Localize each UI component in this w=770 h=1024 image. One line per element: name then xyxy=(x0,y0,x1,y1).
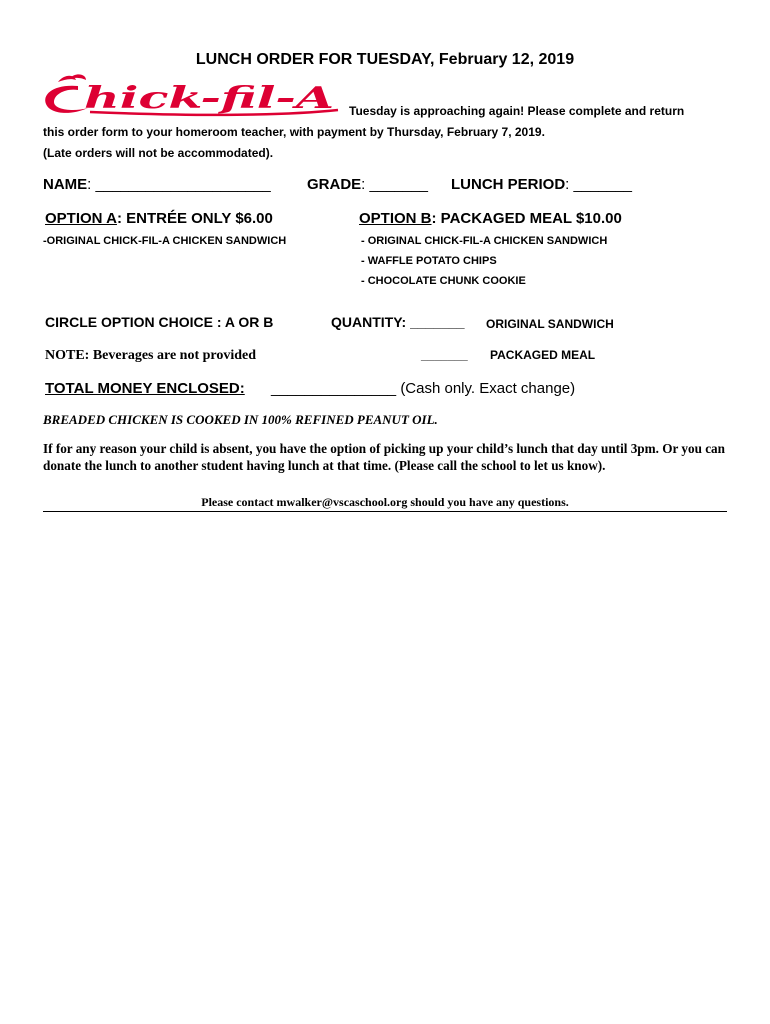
intro-line-2: this order form to your homeroom teacher, with payment by Thursday, February 7, 2019. xyxy=(43,125,545,139)
intro-line-3: (Late orders will not be accommodated). xyxy=(43,146,274,160)
option-b-heading xyxy=(359,210,622,227)
bottom-rule xyxy=(43,511,727,512)
lunch-period-field[interactable]: LUNCH PERIOD: _______ xyxy=(451,176,632,193)
contact-line: Please contact mwalker@vscaschool.org should you have any questions. xyxy=(201,495,569,509)
quantity-label: QUANTITY: xyxy=(331,314,407,330)
money-field[interactable] xyxy=(271,380,575,397)
option-a-label: OPTION A xyxy=(45,210,117,227)
option-a-item: -ORIGINAL CHICK-FIL-A CHICKEN SANDWICH xyxy=(43,235,287,247)
chick-fil-a-logo xyxy=(40,72,340,120)
option-a-desc: : ENTRÉE ONLY $6.00 xyxy=(116,210,273,227)
beverages-note: NOTE: Beverages are not provided xyxy=(45,348,257,363)
peanut-oil-warning: BREADED CHICKEN IS COOKED IN 100% REFINED PEANUT OIL. xyxy=(43,412,438,427)
lunch-period-blank: _______ xyxy=(573,176,632,193)
grade-label: GRADE xyxy=(307,176,362,193)
name-blank: _____________________ xyxy=(95,176,271,193)
option-b-label: OPTION B xyxy=(359,210,432,227)
option-b-item: - CHOCOLATE CHUNK COOKIE xyxy=(361,275,526,287)
quantity-blank-2: _______ xyxy=(421,348,468,362)
quantity-packaged-field[interactable] xyxy=(421,348,468,362)
total-money-label: TOTAL MONEY ENCLOSED: xyxy=(45,380,245,397)
money-label xyxy=(45,380,245,397)
option-a-heading xyxy=(45,210,273,227)
quantity-item-original: ORIGINAL SANDWICH xyxy=(486,317,614,331)
quantity-item-packaged: PACKAGED MEAL xyxy=(490,348,596,362)
name-label: NAME xyxy=(43,176,88,193)
quantity-original-field[interactable] xyxy=(331,314,465,330)
money-note: (Cash only. Exact change) xyxy=(400,380,576,397)
grade-blank: _______ xyxy=(369,176,428,193)
money-blank: _______________ xyxy=(271,380,397,397)
option-b-item: - ORIGINAL CHICK-FIL-A CHICKEN SANDWICH xyxy=(361,235,608,247)
option-b-item: - WAFFLE POTATO CHIPS xyxy=(361,255,497,267)
grade-field[interactable]: GRADE: _______ xyxy=(307,176,428,193)
page-title: LUNCH ORDER FOR TUESDAY, February 12, 2019 xyxy=(195,51,575,68)
absence-paragraph: If for any reason your child is absent, you have the option of picking up your child’s lunch that day until 3pm. Or you can donate the lunch to another student having lunch at that time. (Please call the school to let us know). xyxy=(43,441,725,473)
intro-line-1: Tuesday is approaching again! Please complete and return xyxy=(349,104,685,118)
lunch-period-label: LUNCH PERIOD xyxy=(451,176,566,193)
quantity-blank-1: _______ xyxy=(410,314,465,330)
svg-text:hick-fil-A: hick-fil-A xyxy=(84,81,334,116)
option-b-desc: : PACKAGED MEAL $10.00 xyxy=(431,210,622,227)
name-field[interactable]: NAME: _____________________ xyxy=(43,176,271,193)
circle-option-choice[interactable]: CIRCLE OPTION CHOICE : A OR B xyxy=(45,314,274,330)
